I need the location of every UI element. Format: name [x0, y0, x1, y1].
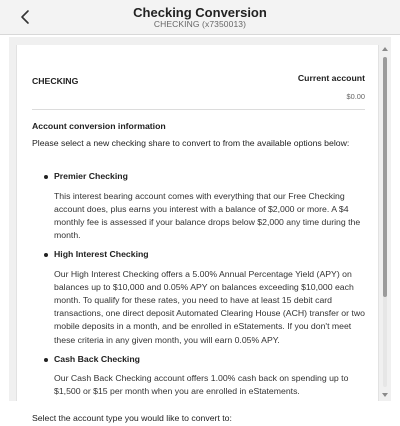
account-type-label: Current account [297, 73, 365, 83]
account-summary [32, 45, 365, 110]
scroll-down-arrow-icon[interactable] [381, 391, 389, 399]
section-title: Account conversion information [32, 121, 166, 131]
content-panel [9, 37, 391, 424]
bullet-icon [44, 358, 48, 362]
option-name: Premier Checking [54, 171, 128, 182]
conversion-card [16, 45, 379, 424]
option-name: Cash Back Checking [54, 353, 140, 364]
scrollbar[interactable] [381, 45, 389, 399]
header [0, 0, 400, 35]
option-high-interest-checking [44, 248, 365, 346]
account-name: CHECKING [32, 76, 79, 86]
option-cash-back-checking [44, 353, 365, 399]
option-description: Our Cash Back Checking account offers 1.00% cash back on spending up to $1,500 or $15 per month when you are enrolled in eStatements. [54, 373, 349, 397]
section-intro: Please select a new checking share to convert to from the available options below: [32, 138, 350, 149]
option-description: Our High Interest Checking offers a 5.00% Annual Percentage Yield (APY) on balances up to $10,000 and 0.05% APY on balances exceeding $10,000 each month. To qualify for these rates, you need to have at least 15 debit card transactions, one direct deposit Automated Clearing House (ACH) transfer or two mobile deposits in a month, and be enrolled in eStatements. If you don't meet these criteria in any given month, you will earn 0.05% APY. [54, 268, 365, 345]
account-balance: $0.00 [346, 92, 365, 101]
option-description: This interest bearing account comes with everything that our Free Checking account does, plus earns you interest with a balance of $2,000 or more. A $4 monthly fee is assessed if your balance drops below $2,000 any time during the month. [54, 190, 361, 241]
option-premier-checking [44, 170, 365, 242]
option-name: High Interest Checking [54, 249, 149, 260]
option-list [32, 170, 365, 398]
page-subtitle: CHECKING (x7350013) [153, 19, 247, 29]
scroll-up-arrow-icon[interactable] [381, 45, 389, 53]
page-title: Checking Conversion [133, 5, 267, 20]
bullet-icon [44, 253, 48, 257]
scroll-thumb[interactable] [383, 57, 387, 297]
select-prompt: Select the account type you would like to convert to: [32, 413, 232, 424]
bullet-icon [44, 175, 48, 179]
